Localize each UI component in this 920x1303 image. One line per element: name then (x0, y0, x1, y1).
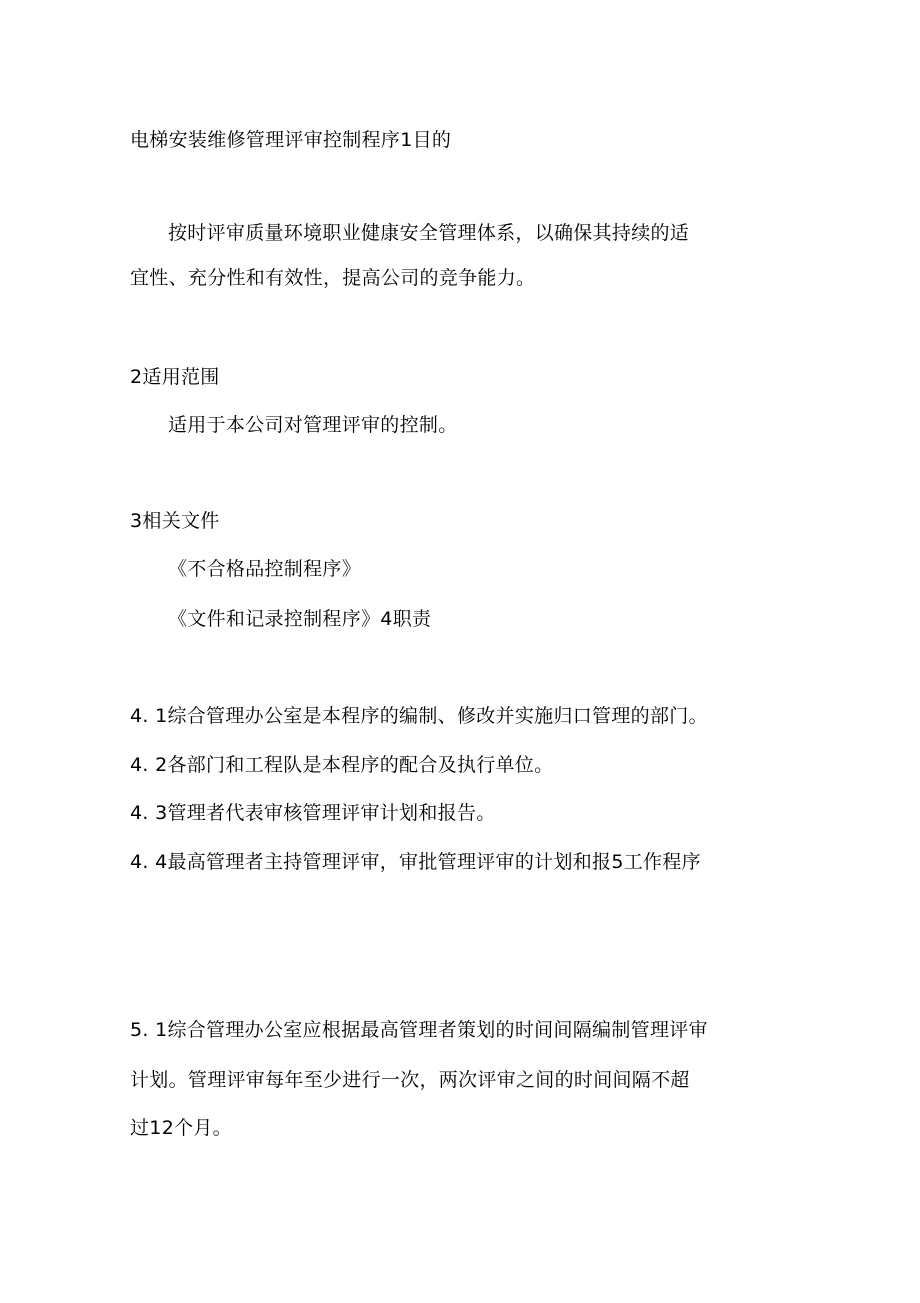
responsibility-item-4-1: 4. 1综合管理办公室是本程序的编制、修改并实施归口管理的部门。 (130, 705, 708, 727)
procedure-text-line-1: 5. 1综合管理办公室应根据最高管理者策划的时间间隔编制管理评审 (130, 1019, 708, 1041)
responsibility-item-4-4: 4. 4最高管理者主持管理评审，审批管理评审的计划和报5工作程序 (130, 851, 701, 873)
procedure-text-line-3: 过12个月。 (130, 1117, 232, 1139)
responsibility-item-4-2: 4. 2各部门和工程队是本程序的配合及执行单位。 (130, 754, 554, 776)
purpose-text-line-2: 宜性、充分性和有效性，提高公司的竞争能力。 (130, 267, 536, 289)
document-title-line: 电梯安装维修管理评审控制程序1目的 (130, 129, 452, 151)
purpose-text-line-1: 按时评审质量环境职业健康安全管理体系，以确保其持续的适 (168, 222, 690, 244)
section-heading-related-docs: 3相关文件 (130, 510, 220, 532)
related-doc-item-1: 《不合格品控制程序》 (168, 558, 362, 580)
related-doc-item-2: 《文件和记录控制程序》4职责 (168, 608, 432, 630)
procedure-text-line-2: 计划。管理评审每年至少进行一次，两次评审之间的时间间隔不超 (130, 1069, 690, 1091)
section-heading-scope: 2适用范围 (130, 366, 220, 388)
scope-text-line: 适用于本公司对管理评审的控制。 (168, 414, 458, 436)
responsibility-item-4-3: 4. 3管理者代表审核管理评审计划和报告。 (130, 802, 496, 824)
